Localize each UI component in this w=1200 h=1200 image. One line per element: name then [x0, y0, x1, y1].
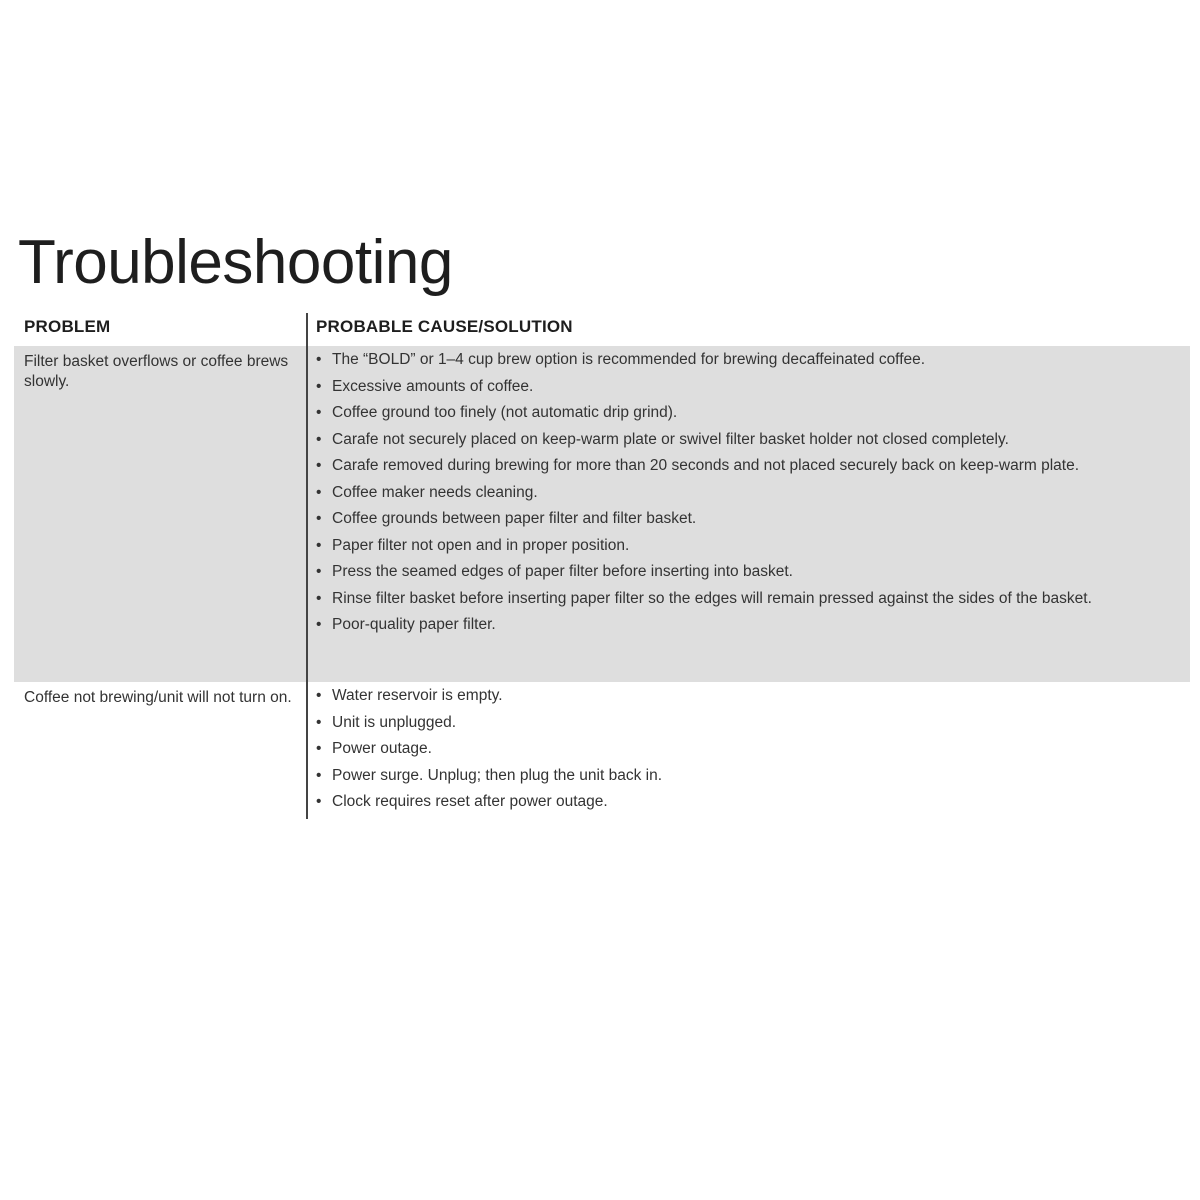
- cause-text: Power surge. Unplug; then plug the unit back in.: [332, 766, 663, 784]
- table-row: [14, 682, 1190, 822]
- bullet-icon: •: [316, 510, 322, 527]
- cause-text: Clock requires reset after power outage.: [332, 793, 608, 810]
- table-row: [14, 346, 1190, 682]
- problem-cell: Filter basket overflows or coffee brews slowly.: [24, 353, 289, 390]
- bullet-icon: •: [316, 713, 322, 731]
- solution-column-header: PROBABLE CAUSE/SOLUTION: [316, 317, 573, 336]
- list-item: [316, 350, 1156, 370]
- cause-text: Rinse filter basket before inserting paper filter so the edges will remain pressed against the sides of the basket.: [332, 589, 1092, 607]
- list-item: [316, 430, 1156, 450]
- cause-text: Carafe removed during brewing for more than 20 seconds and not placed securely back on keep-warm plate.: [332, 457, 1079, 474]
- column-divider: [306, 313, 308, 819]
- bullet-icon: •: [316, 404, 322, 421]
- cause-text: Unit is unplugged.: [332, 713, 457, 731]
- list-item: [316, 713, 1156, 733]
- list-item: [316, 589, 1156, 609]
- list-item: [316, 615, 1156, 635]
- cause-list: [316, 686, 1156, 819]
- list-item: [316, 403, 1156, 423]
- cause-text: Power outage.: [332, 740, 432, 757]
- cause-text: Coffee ground too finely (not automatic drip grind).: [332, 404, 678, 421]
- list-item: [316, 509, 1156, 529]
- list-item: [316, 536, 1156, 556]
- bullet-icon: •: [316, 351, 322, 368]
- bullet-icon: •: [316, 793, 322, 810]
- cause-text: Poor-quality paper filter.: [332, 616, 496, 633]
- list-item: [316, 562, 1156, 582]
- list-item: [316, 686, 1156, 706]
- problem-cell: Coffee not brewing/unit will not turn on.: [24, 689, 292, 706]
- bullet-icon: •: [316, 563, 322, 580]
- problem-column-header: PROBLEM: [24, 317, 111, 336]
- list-item: [316, 456, 1156, 476]
- list-item: [316, 792, 1156, 812]
- list-item: [316, 766, 1156, 786]
- page-title: Troubleshooting: [18, 228, 453, 297]
- cause-text: The “BOLD” or 1–4 cup brew option is recommended for brewing decaffeinated coffee.: [332, 351, 926, 368]
- bullet-icon: •: [316, 430, 322, 448]
- cause-text: Coffee maker needs cleaning.: [332, 483, 538, 501]
- list-item: [316, 483, 1156, 503]
- cause-text: Paper filter not open and in proper position.: [332, 536, 630, 554]
- bullet-icon: •: [316, 740, 322, 757]
- bullet-icon: •: [316, 483, 322, 501]
- cause-text: Press the seamed edges of paper filter before inserting into basket.: [332, 563, 793, 580]
- cause-text: Water reservoir is empty.: [332, 687, 503, 704]
- bullet-icon: •: [316, 589, 322, 607]
- cause-text: Carafe not securely placed on keep-warm plate or swivel filter basket holder not closed completely.: [332, 430, 1009, 448]
- bullet-icon: •: [316, 687, 322, 704]
- bullet-icon: •: [316, 536, 322, 554]
- cause-text: Excessive amounts of coffee.: [332, 377, 534, 395]
- bullet-icon: •: [316, 766, 322, 784]
- cause-list: [316, 350, 1156, 642]
- cause-text: Coffee grounds between paper filter and filter basket.: [332, 510, 697, 527]
- list-item: [316, 377, 1156, 397]
- bullet-icon: •: [316, 377, 322, 395]
- list-item: [316, 739, 1156, 759]
- bullet-icon: •: [316, 616, 322, 633]
- bullet-icon: •: [316, 457, 322, 474]
